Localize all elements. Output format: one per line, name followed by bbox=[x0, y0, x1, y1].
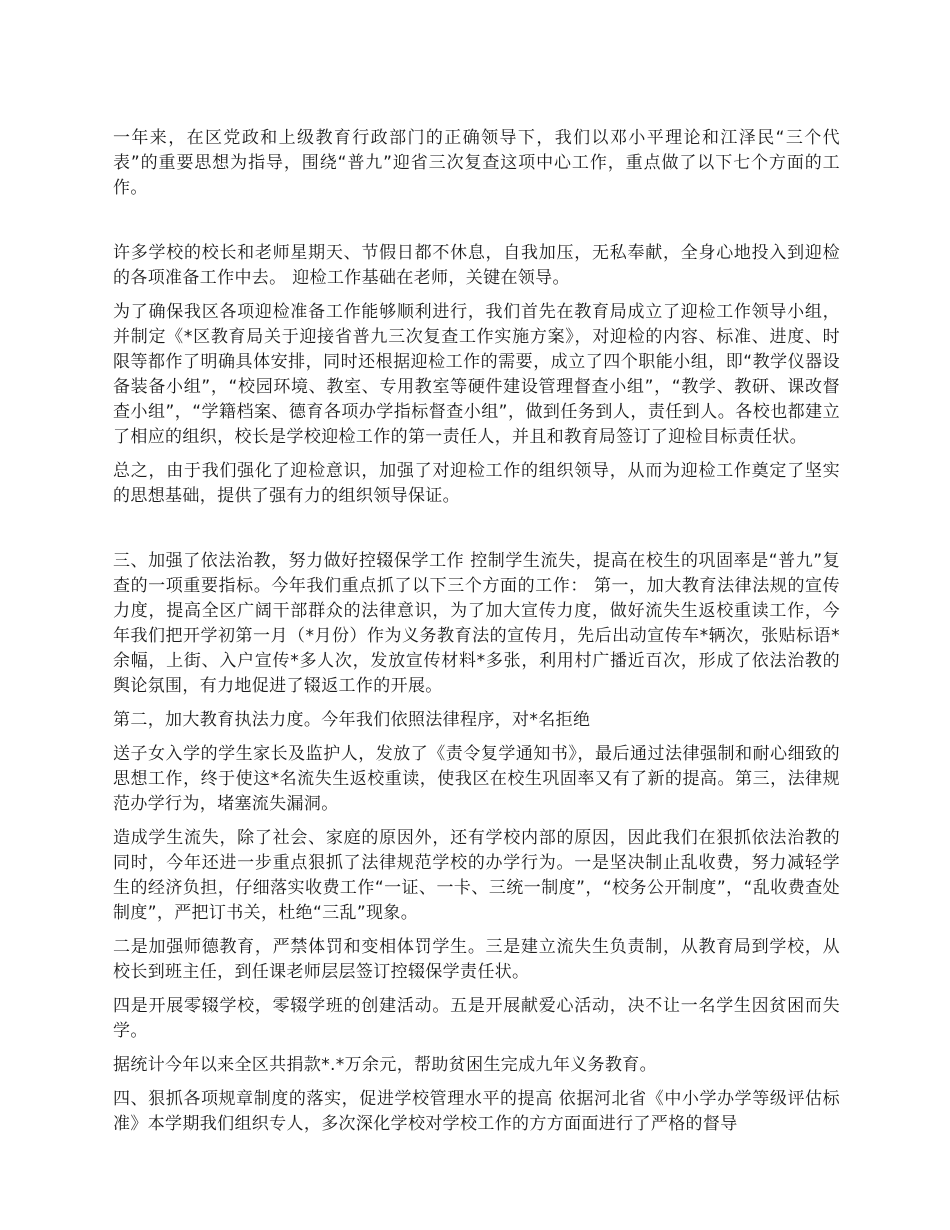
paragraph-return-to-school: 送子女入学的学生家长及监护人，发放了《责令复学通知书》，最后通过法律强制和耐心细致的思想工作，终于使这*名流失生返校重读，使我区在校生巩固率又有了新的提高。第三，法律规范办学行为，堵塞流失漏洞。 bbox=[113, 744, 840, 814]
paragraph-zero-dropout: 四是开展零辍学校，零辍学班的创建活动。五是开展献爱心活动，决不让一名学生因贫困而失学。 bbox=[113, 996, 840, 1041]
paragraph-teacher-ethics: 二是加强师德教育，严禁体罚和变相体罚学生。三是建立流失生负责制，从教育局到学校，从校长到班主任，到任课老师层层签订控辍保学责任状。 bbox=[113, 937, 840, 982]
paragraph-school-regulation: 造成学生流失，除了社会、家庭的原因外，还有学校内部的原因，因此我们在狠抓依法治教的同时，今年还进一步重点狠抓了法律规范学校的办学行为。一是坚决制止乱收费，努力减轻学生的经济负担，仔细落实收费工作“一证、一卡、三统一制度”，“校务公开制度”，“乱收费查处制度”，严把订书关，杜绝“三乱”现象。 bbox=[113, 828, 840, 923]
paragraph-intro: 一年来，在区党政和上级教育行政部门的正确领导下，我们以邓小平理论和江泽民“三个代表”的重要思想为指导，围绕“普九”迎省三次复查这项中心工作，重点做了以下七个方面的工作。 bbox=[113, 128, 840, 198]
document-body bbox=[113, 126, 840, 1146]
paragraph-leadership-group: 为了确保我区各项迎检准备工作能够顺利进行，我们首先在教育局成立了迎检工作领导小组，并制定《*区教育局关于迎接省普九三次复查工作实施方案》，对迎检的内容、标准、进度、时限等都作了明确具体安排，同时还根据迎检工作的需要，成立了四个职能小组，即“教学仪器设备装备小组”，“校园环境、教室、专用教室等硬件建设管理督查小组”，“教学、教研、课改督查小组”，“学籍档案、德育各项办学指标督查小组”，做到任务到人，责任到人。各校也都建立了相应的组织，校长是学校迎检工作的第一责任人，并且和教育局签订了迎检目标责任状。 bbox=[113, 302, 840, 447]
paragraph-dedication: 许多学校的校长和老师星期天、节假日都不休息，自我加压，无私奉献，全身心地投入到迎检的各项准备工作中去。 迎检工作基础在老师，关键在领导。 bbox=[113, 243, 840, 288]
paragraph-law-enforcement: 第二，加大教育执法力度。今年我们依照法律程序，对*名拒绝 bbox=[113, 710, 591, 730]
paragraph-section-three: 三、加强了依法治教，努力做好控辍保学工作 控制学生流失，提高在校生的巩固率是“普九”复查的一项重要指标。今年我们重点抓了以下三个方面的工作： 第一，加大教育法律法规的宣传力度，提高全区广阔干部群众的法律意识，为了加大宣传力度，做好流失生返校重读工作，今年我们把开学初第一月（*月份）作为义务教育法的宣传月，先后出动宣传车*辆次，张贴标语*余幅，上街、入户宣传*多人次，发放宣传材料*多张，利用村广播近百次，形成了依法治教的舆论氛围，有力地促进了辍返工作的开展。 bbox=[113, 551, 840, 696]
paragraph-section-four: 四、狠抓各项规章制度的落实，促进学校管理水平的提高 依据河北省《中小学办学等级评估标准》本学期我们组织专人，多次深化学校对学校工作的方方面面进行了严格的督导 bbox=[113, 1089, 840, 1134]
paragraph-donations: 据统计今年以来全区共捐款*.*万余元，帮助贫困生完成九年义务教育。 bbox=[113, 1055, 657, 1075]
paragraph-summary: 总之，由于我们强化了迎检意识，加强了对迎检工作的组织领导，从而为迎检工作奠定了坚实的思想基础，提供了强有力的组织领导保证。 bbox=[113, 461, 840, 506]
